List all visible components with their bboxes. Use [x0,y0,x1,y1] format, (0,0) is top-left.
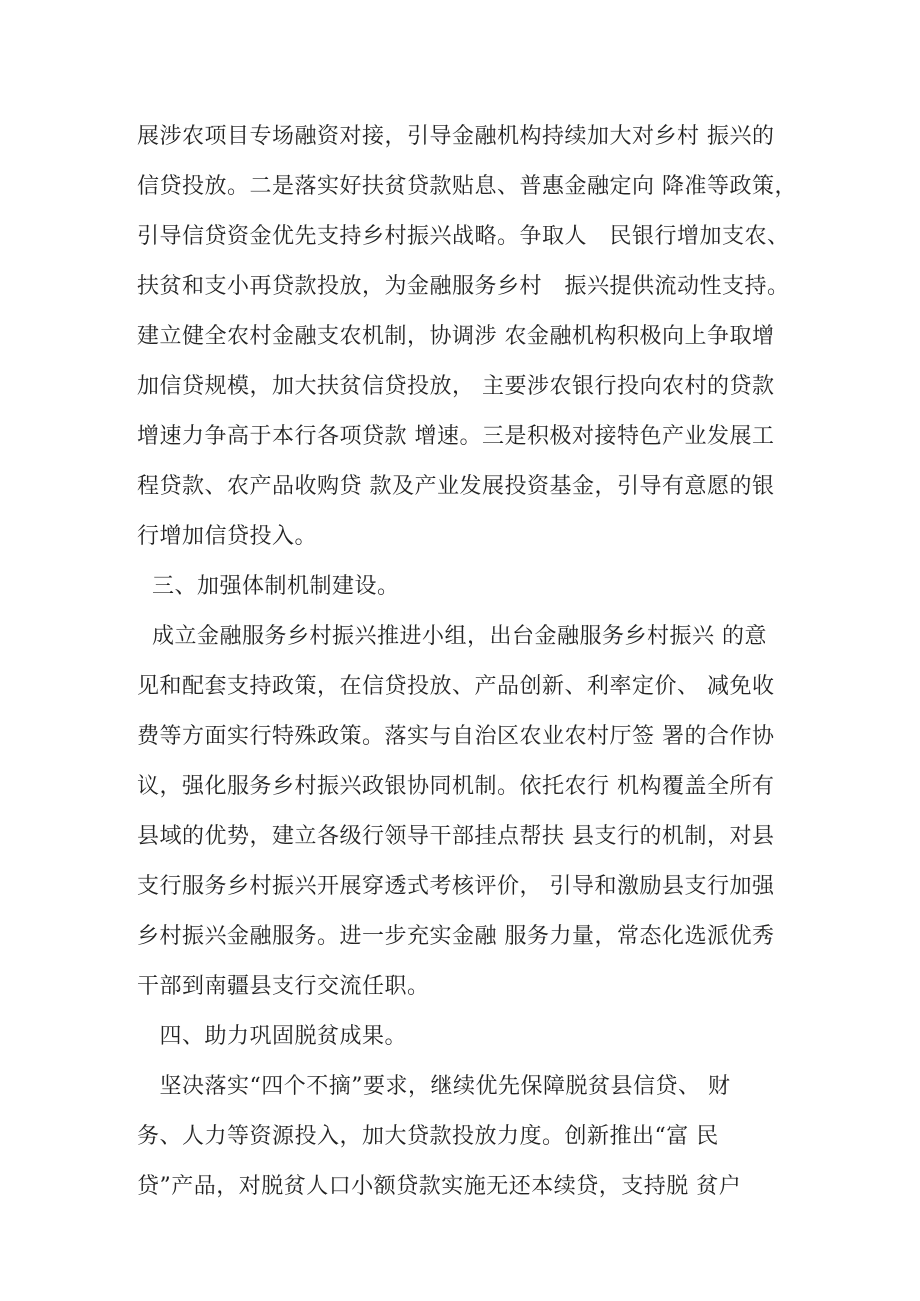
section-heading: 四、助力巩固脱贫成果。 [137,1024,407,1049]
text-line: 行增加信贷投入。 [137,524,318,549]
section-heading: 三、加强体制机制建设。 [137,574,400,599]
text-line: 议，强化服务乡村振兴政银协同机制。依托农行 机构覆盖全所有 [137,774,775,799]
text-line: 增速力争高于本行各项贷款 增速。三是积极对接特色产业发展工 [137,424,775,449]
text-line: 扶贫和支小再贷款投放，为金融服务乡村 振兴提供流动性支持。 [137,274,790,299]
text-line: 贷”产品，对脱贫人口小额贷款实施无还本续贷，支持脱 贫户 [137,1174,742,1199]
text-line: 坚决落实“四个不摘”要求，继续优先保障脱贫县信贷、 财 [137,1074,731,1099]
text-line: 费等方面实行特殊政策。落实与自治区农业农村厅签 署的合作协 [137,724,775,749]
text-line: 信贷投放。二是落实好扶贫贷款贴息、普惠金融定向 降准等政策， [137,174,797,199]
text-line: 支行服务乡村振兴开展穿透式考核评价， 引导和激励县支行加强 [137,874,775,899]
text-line: 干部到南疆县支行交流任职。 [137,974,430,999]
text-line: 乡村振兴金融服务。进一步充实金融 服务力量，常态化选派优秀 [137,924,775,949]
text-line: 程贷款、农产品收购贷 款及产业发展投资基金，引导有意愿的银 [137,474,775,499]
text-line: 成立金融服务乡村振兴推进小组，出台金融服务乡村振兴 的意 [137,624,767,649]
text-line: 县域的优势，建立各级行领导干部挂点帮扶 县支行的机制，对县 [137,824,775,849]
text-line: 引导信贷资金优先支持乡村振兴战略。争取人 民银行增加支农、 [137,224,790,249]
text-line: 见和配套支持政策，在信贷投放、产品创新、利率定价、 减免收 [137,674,775,699]
text-line: 展涉农项目专场融资对接，引导金融机构持续加大对乡村 振兴的 [137,124,775,149]
text-line: 加信贷规模，加大扶贫信贷投放， 主要涉农银行投向农村的贷款 [137,374,775,399]
text-line: 务、人力等资源投入，加大贷款投放力度。创新推出“富 民 [137,1124,719,1149]
text-line: 建立健全农村金融支农机制，协调涉 农金融机构积极向上争取增 [137,324,775,349]
